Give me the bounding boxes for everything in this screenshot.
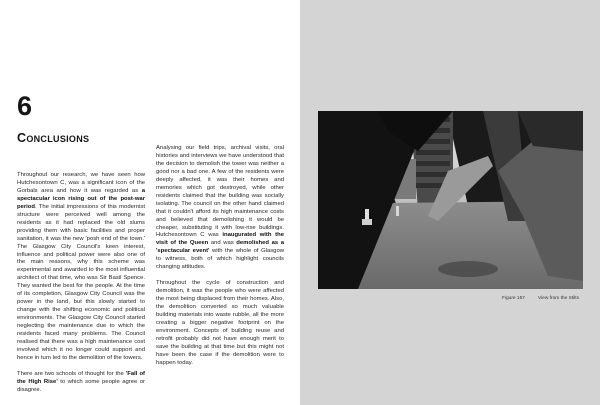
text-span: Analysing our field trips, archival visits, oral histories and interviews we have understood that the decision to demolish the tower was neither a good nor a bad one. A few of the residents were deeply affected, it was their homes and memories which got destroyed, while other residents claimed that the building was socially isolating. The council on the other hand claimed that it couldn't afford its high maintenance costs and believed that demolishing it would be cheaper, substituting it with low-rise buildings. Hutchesontown C was [156,145,284,239]
text-span: and was [208,240,237,247]
paragraph [156,145,284,272]
paragraph: Throughout the cycle of construction and demolition, it was the people who were affected the most being displaced from their homes. Also, the demolition converted so much valuable building materials into waste rubble, all the more creating a bigger negative footprint on the environment. Concepts of building reuse and retrofit probably did not have enough merit to save the building at that time but this might not have been the case if the demolition were to happen today. [156,280,284,366]
chapter-title: Conclusions [17,131,90,145]
text-span: Throughout our research, we have seen how Hutchesontown C, was a significant icon of the Gorbals area and how it was regarded as [17,172,145,194]
text-span: with the whole of Glasgow to witness, both of which highlight councils changing attitudes. [156,248,284,271]
chapter-number: 6 [17,91,33,121]
emphasis-text: inaugurated with the visit of the Queen [156,232,284,247]
text-span: There are two schools of thought for the [17,370,126,377]
text-column-left [17,172,145,403]
photo-view-from-stilts [318,111,583,289]
emphasis-text: demolished as a 'spectacular event' [156,240,284,255]
emphasis-text: a spectacular icon rising out of the post-war period [17,187,145,210]
photo-illustration [318,111,583,289]
right-page [300,0,600,405]
text-column-right [156,145,284,376]
figure-caption: View from the Stilts [538,296,579,301]
text-span: . The initial impressions of this modernist structure were perceived well among the residents as it had replaced the old slums providing them with basic facilities and proper sanitation, it was the new 'posh end of the town.' The Glasgow City Council's keen interest, influence and political power were also one of the main reasons, why this scheme was experimental and awarded to the most influential architect of that time, who was Sir Basil Spence. They wanted the best for the people. At the time of its completion, Glasgow City Council was the power in the land, but this slowly started to change with the shifting economic and political environments. The Glasgow City Council started neglecting the maintenance due to which the residents faced many problems. The Council realised that there was a high maintenance cost involved which it no longer could support and hence in turn led to the demolition of the towers. [17,203,145,361]
paragraph [17,172,145,363]
figure-number: Figure 157 [502,296,525,301]
paragraph [17,371,145,395]
emphasis-text: 'Fall of the High Rise' [17,370,146,385]
text-span: to which some people agree or disagree. [17,378,145,393]
